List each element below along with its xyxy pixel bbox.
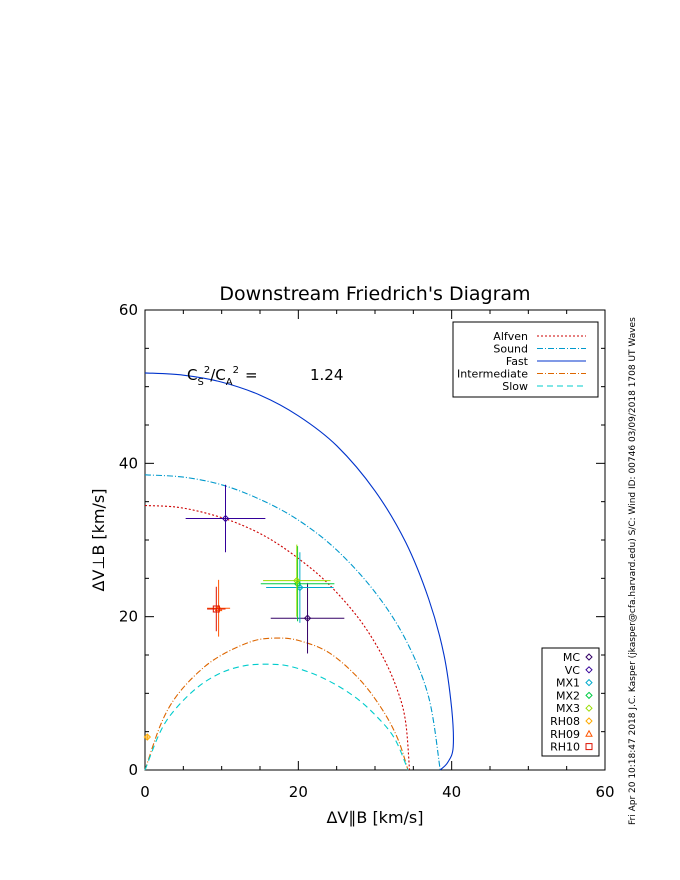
curve-intermediate: [145, 638, 408, 770]
marker-mx3: [263, 545, 330, 617]
legend-label-mx1: MX1: [555, 676, 580, 690]
svg-text:CS2/CA2=: [187, 365, 258, 388]
marker-rh09: [207, 580, 230, 637]
annotation-sub-s: S: [197, 377, 204, 388]
annotation-sub-a: A: [225, 377, 233, 388]
side-info-text: Fri Apr 20 10:18:47 2018 J.C. Kasper (jkasper@cfa.harvard.edu) S/C: Wind ID: 00746 03/09/2018 1708 UT Waves: [628, 317, 638, 825]
legend-label-vc: VC: [564, 663, 580, 677]
legend-label-slow: Slow: [502, 380, 528, 393]
y-tick-label: 40: [118, 454, 138, 473]
legend-label-rh09: RH09: [550, 727, 580, 741]
annotation-slash: /: [210, 366, 216, 384]
annotation-c: C: [187, 366, 198, 384]
annotation-sup: 2: [203, 365, 211, 376]
wave-curves: [145, 373, 453, 770]
x-axis-label: ΔV∥B [km/s]: [326, 808, 424, 827]
annotation-c2: C: [215, 366, 226, 384]
curve-slow: [145, 664, 408, 770]
y-tick-label: 20: [118, 607, 138, 626]
ratio-annotation: [187, 365, 343, 388]
marker-vc: [186, 485, 266, 552]
chart-title: Downstream Friedrich's Diagram: [219, 283, 531, 305]
marker-rh10: [207, 587, 225, 631]
legend-label-mx2: MX2: [555, 689, 580, 703]
marker-mx2: [261, 546, 335, 621]
legend-label-mx3: MX3: [555, 702, 580, 716]
legend-label-intermediate: Intermediate: [457, 367, 528, 381]
data-markers: [144, 485, 344, 740]
curve-legend: [453, 322, 598, 397]
legend-label-fast: Fast: [505, 355, 528, 368]
x-tick-label: 40: [442, 783, 462, 801]
marker-mx1: [266, 552, 333, 623]
y-tick-label: 0: [128, 761, 138, 779]
curve-sound: [145, 475, 440, 770]
legend-label-rh08: RH08: [550, 715, 580, 728]
legend-label-sound: Sound: [493, 342, 528, 356]
legend-label-rh10: RH10: [550, 740, 580, 754]
y-axis-label: ΔV⊥B [km/s]: [89, 488, 108, 592]
annotation-sup2: 2: [232, 365, 239, 376]
legend-label-mc: MC: [562, 651, 580, 664]
curve-fast: [145, 373, 453, 770]
x-tick-label: 60: [595, 783, 615, 801]
marker-legend: [542, 648, 599, 756]
annotation-eq: =: [244, 366, 258, 384]
legend-label-alfven: Alfven: [493, 330, 528, 343]
annotation-value: 1.24: [310, 366, 344, 384]
y-tick-label: 60: [118, 301, 138, 319]
x-tick-label: 20: [288, 783, 308, 801]
x-tick-label: 0: [140, 783, 150, 801]
marker-mc: [271, 583, 345, 654]
